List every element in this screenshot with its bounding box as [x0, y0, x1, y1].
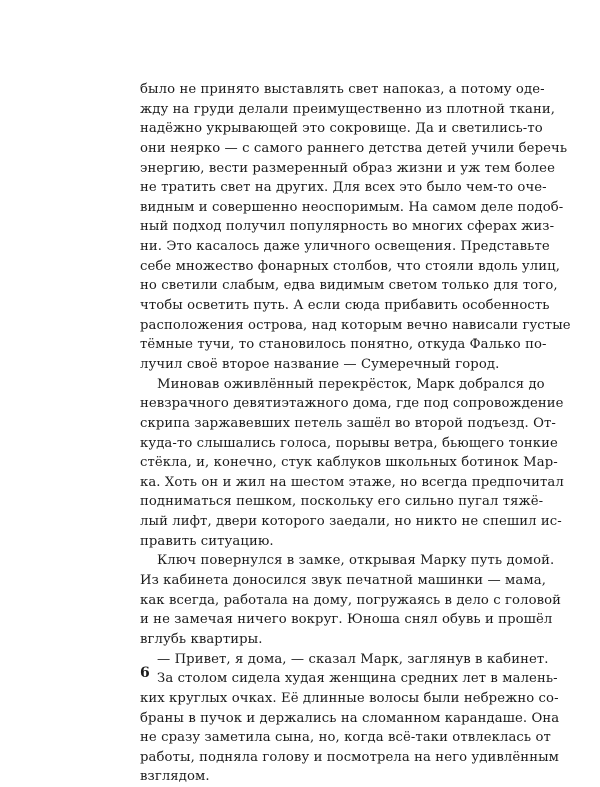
text-line: Миновав оживлённый перекрёсток, Марк добрался до	[157, 376, 545, 392]
text-line: не сразу заметила сына, но, когда всё-таки отвлеклась от	[140, 730, 551, 746]
book-page	[140, 80, 571, 785]
text-line: но светили слабым, едва видимым светом только для того,	[140, 278, 558, 294]
text-line: они неярко — с самого раннего детства детей учили беречь	[140, 140, 568, 156]
text-line: править ситуацию.	[140, 533, 274, 549]
text-line: вглубь квартиры.	[140, 631, 263, 647]
text-line: Ключ повернулся в замке, открывая Марку путь домой.	[157, 553, 555, 569]
page-number: 6	[140, 665, 150, 681]
text-line: работы, подняла голову и посмотрела на него удивлённым	[140, 749, 560, 765]
text-line: За столом сидела худая женщина средних лет в малень-	[157, 671, 558, 687]
text-line: себе множество фонарных столбов, что стояли вдоль улиц,	[140, 258, 561, 274]
text-line: скрипа заржавевших петель зашёл во второй подъезд. От-	[140, 415, 556, 431]
text-line: энергию, вести размеренный образ жизни и уж тем более	[140, 160, 555, 176]
text-line: чтобы осветить путь. А если сюда прибавить особенность	[140, 298, 550, 314]
text-line: ный подход получил популярность во многих сферах жиз-	[140, 219, 555, 235]
text-line: ких круглых очках. Её длинные волосы были небрежно со-	[140, 690, 559, 706]
text-line: ка. Хоть он и жил на шестом этаже, но всегда предпочитал	[140, 474, 564, 490]
text-line: тёмные тучи, то становилось понятно, откуда Фалько по-	[140, 337, 547, 353]
text-line: подниматься пешком, поскольку его сильно пугал тяжё-	[140, 494, 544, 510]
text-line: лучил своё второе название — Сумеречный город.	[140, 356, 500, 372]
text-line: невзрачного девятиэтажного дома, где под сопровождение	[140, 396, 564, 412]
text-line: куда-то слышались голоса, порывы ветра, бьющего тонкие	[140, 435, 558, 451]
text-line: надёжно укрывающей это сокровище. Да и светились-то	[140, 121, 543, 137]
text-line: лый лифт, двери которого заедали, но никто не спешил ис-	[140, 514, 562, 530]
text-line: жду на груди делали преимущественно из плотной ткани,	[140, 101, 556, 117]
text-line: как всегда, работала на дому, погружаясь в дело с головой	[140, 592, 562, 608]
text-line: и не замечая ничего вокруг. Юноша снял обувь и прошёл	[140, 612, 553, 628]
text-line: стёкла, и, конечно, стук каблуков школьных ботинок Мар-	[140, 455, 558, 471]
text-line: ни. Это касалось даже уличного освещения. Представьте	[140, 239, 550, 255]
text-line: не тратить свет на других. Для всех это было чем-то оче-	[140, 180, 547, 196]
text-line: было не принято выставлять свет напоказ, а потому оде-	[140, 82, 545, 97]
text-line: взглядом.	[140, 769, 210, 785]
body-text	[140, 80, 571, 787]
text-line: видным и совершенно неоспоримым. На самом деле подоб-	[140, 199, 564, 215]
text-line: Из кабинета доносился звук печатной машинки — мама,	[140, 573, 546, 589]
text-line: браны в пучок и держались на сломанном карандаше. Она	[140, 710, 560, 726]
text-line: расположения острова, над которым вечно нависали густые	[140, 317, 571, 333]
text-line: — Привет, я дома, — сказал Марк, заглянув в кабинет.	[157, 651, 549, 667]
